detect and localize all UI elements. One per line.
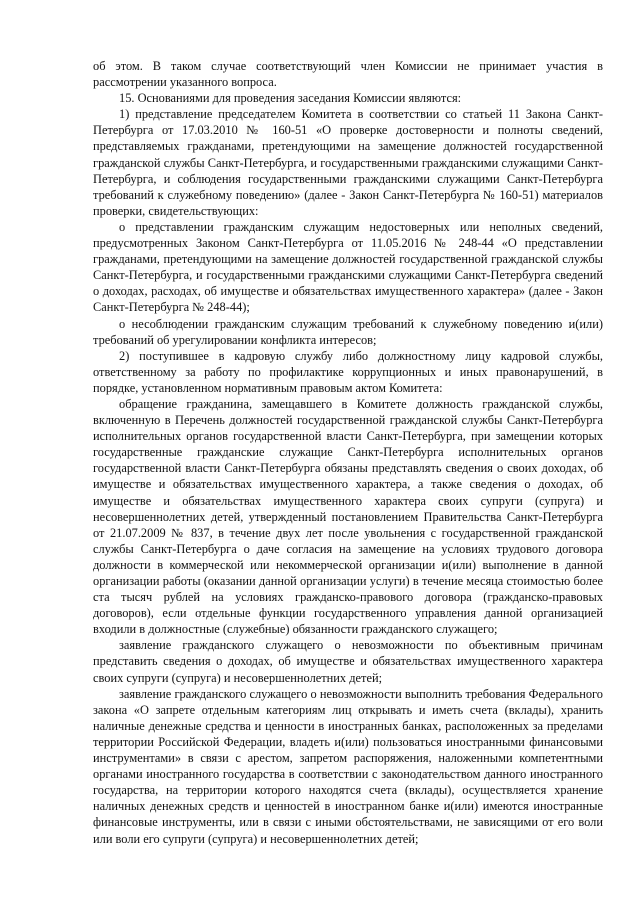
paragraph-item-15: 15. Основаниями для проведения заседания Комиссии являются: [119, 91, 462, 106]
paragraph-noncompliance: о несоблюдении гражданским служащим требований к служебному поведению и(или) требований об урегулировании конфликта интересов; [93, 316, 603, 347]
paragraph-subitem-1: 1) представление председателем Комитета в соответствии со статьей 11 Закона Санкт-Петербурга от 17.03.2010 № 160-51 «О проверке достоверности и полноты сведений, представляемых гражданами, претендующими на замещение должностей государственной гражданской службы Санкт-Петербурга, и государственными гражданскими служащими Санкт-Петербурга, и соблюдения государственными гражданскими служащими Санкт-Петербурга требований к служебному поведению» (далее - Закон Санкт-Петербурга № 160-51) материалов проверки, свидетельствующих: [93, 107, 603, 218]
paragraph-continuation: об этом. В таком случае соответствующий член Комиссии не принимает участия в рассмотрении указанного вопроса. [93, 59, 603, 90]
document-body [93, 58, 603, 847]
paragraph-false-information: о представлении гражданским служащим недостоверных или неполных сведений, предусмотренных Законом Санкт-Петербурга от 11.05.2016 № 248-44 «О представлении гражданами, претендующими на замещение должностей государственной гражданской службы Санкт-Петербурга, и государственными гражданскими служащими Санкт-Петербурга сведений о доходах, расходах, об имуществе и обязательствах имущественного характера» (далее - Закон Санкт-Петербурга № 248-44); [93, 219, 603, 315]
paragraph-foreign-accounts: заявление гражданского служащего о невозможности выполнить требования Федерального закона «О запрете отдельным категориям лиц открывать и иметь счета (вклады), хранить наличные денежные средства и ценности в иностранных банках, расположенных за пределами территории Российской Федерации, владеть и(или) пользоваться иностранными финансовыми инструментами» в связи с арестом, запретом распоряжения, наложенными компетентными органами иностранного государства в соответствии с законодательством данного иностранного государства, на территории которого находятся счета (вклады), осуществляется хранение наличных денежных средств и ценностей в иностранном банке и(или) имеются иностранные финансовые инструменты, или в связи с иными обстоятельствами, не зависящими от его воли или воли его супруги (супруга) и несовершеннолетних детей; [93, 686, 603, 846]
paragraph-subitem-2: 2) поступившее в кадровую службу либо должностному лицу кадровой службы, ответственному за работу по профилактике коррупционных и иных правонарушений, в порядке, установленном нормативным правовым актом Комитета: [93, 348, 603, 395]
paragraph-income-statement: заявление гражданского служащего о невозможности по объективным причинам представить сведения о доходах, об имуществе и обязательствах имущественного характера своих супруги (супруга) и несовершеннолетних детей; [93, 638, 603, 685]
paragraph-citizen-appeal: обращение гражданина, замещавшего в Комитете должность гражданской службы, включенную в Перечень должностей государственной гражданской службы Санкт-Петербурга исполнительных органов государственной власти Санкт-Петербурга, при замещении которых государственные гражданские служащие Санкт-Петербурга исполнительных органов государственной власти Санкт-Петербурга обязаны представлять сведения о своих доходах, об имуществе и обязательствах имущественного характера, а также сведения о доходах, об имуществе и обязательствах имущественного характера своих супруги (супруга) и несовершеннолетних детей, утвержденный постановлением Правительства Санкт-Петербурга от 21.07.2009 № 837, в течение двух лет после увольнения с государственной гражданской службы Санкт-Петербурга о даче согласия на замещение на условиях трудового договора должности в коммерческой или некоммерческой организации и(или) выполнение в данной организации работы (оказании данной организации услуги) в течение месяца стоимостью более ста тысяч рублей на условиях гражданско-правового договора (гражданско-правовых договоров), если отдельные функции государственного управления данной организацией входили в должностные (служебные) обязанности гражданского служащего; [93, 396, 603, 637]
